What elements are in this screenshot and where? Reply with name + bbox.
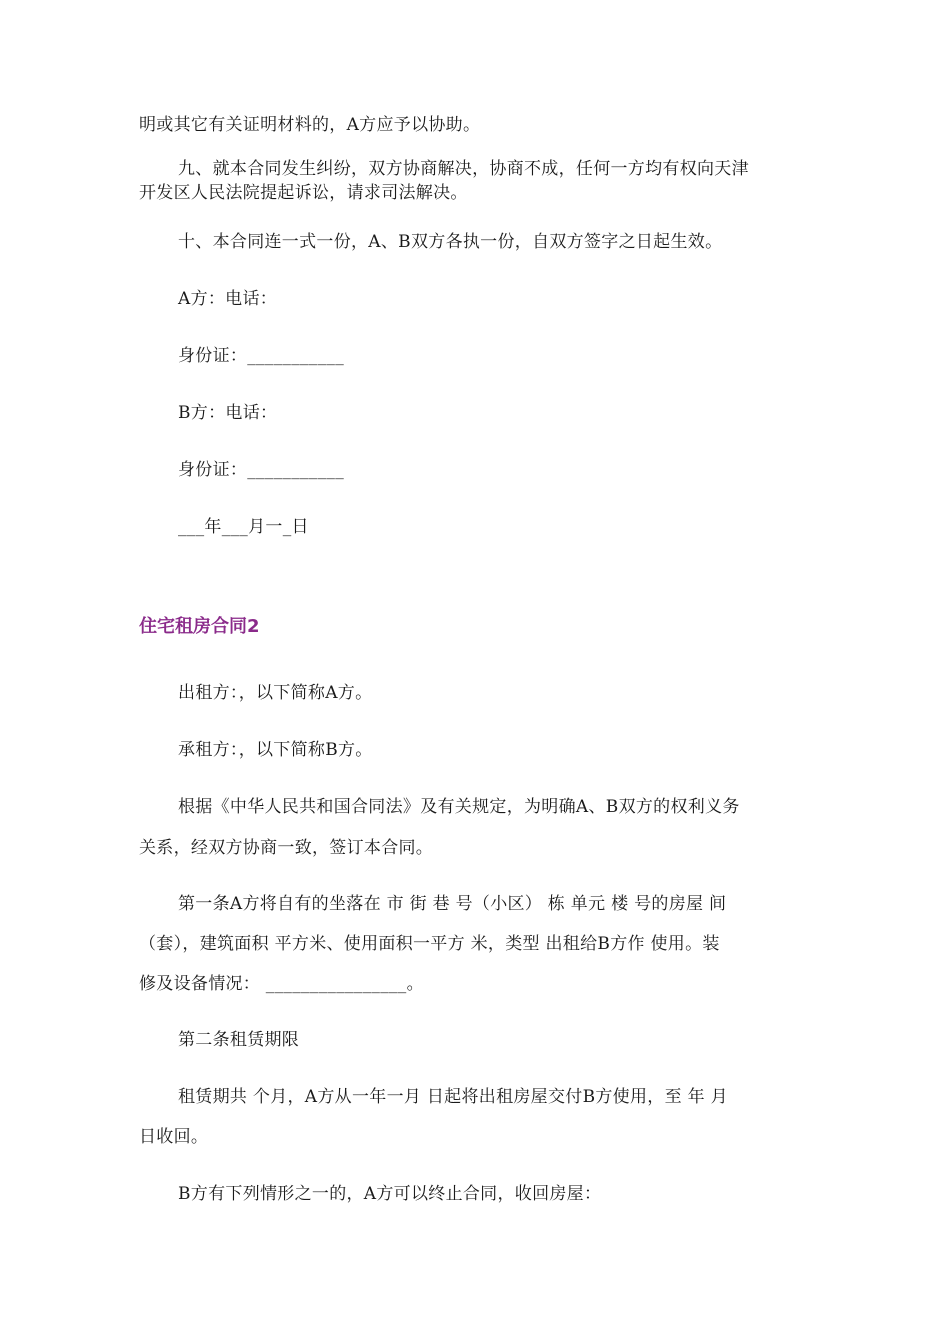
paragraph-line: 明或其它有关证明材料的，A方应予以协助。: [139, 115, 481, 135]
signing-date: ___年___月一_日: [178, 517, 309, 537]
termination-line: B方有下列情形之一的，A方可以终止合同，收回房屋：: [178, 1184, 602, 1204]
lessor-line: 出租方：，以下简称A方。: [178, 683, 373, 703]
clause-ten-line: 十、本合同连一式一份，A、B双方各执一份，自双方签字之日起生效。: [178, 232, 723, 252]
article-one-line: （套），建筑面积 平方米、使用面积一平方 米，类型 出租给B方作 使用。装: [139, 934, 720, 954]
term-line: 日收回。: [139, 1127, 209, 1147]
party-a-phone: A方：电话：: [178, 289, 278, 309]
party-b-phone: B方：电话：: [178, 403, 278, 423]
clause-nine-line: 开发区人民法院提起诉讼，请求司法解决。: [139, 183, 468, 203]
article-two-title: 第二条租赁期限: [178, 1030, 300, 1050]
basis-line: 关系，经双方协商一致，签订本合同。: [139, 838, 434, 858]
party-a-id: 身份证：___________: [178, 346, 344, 366]
article-one-line: 修及设备情况： ________________。: [139, 974, 424, 994]
term-line: 租赁期共 个月，A方从一年一月 日起将出租房屋交付B方使用，至 年 月: [178, 1087, 728, 1107]
party-b-id: 身份证：___________: [178, 460, 344, 480]
section-heading: 住宅租房合同2: [139, 616, 260, 637]
basis-line: 根据《中华人民共和国合同法》及有关规定，为明确A、B双方的权利义务: [178, 797, 740, 817]
clause-nine-line: 九、就本合同发生纠纷，双方协商解决，协商不成，任何一方均有权向天津: [178, 159, 749, 179]
article-one-line: 第一条A方将自有的坐落在 市 街 巷 号（小区） 栋 单元 楼 号的房屋 间: [178, 894, 727, 914]
lessee-line: 承租方：，以下简称B方。: [178, 740, 373, 760]
